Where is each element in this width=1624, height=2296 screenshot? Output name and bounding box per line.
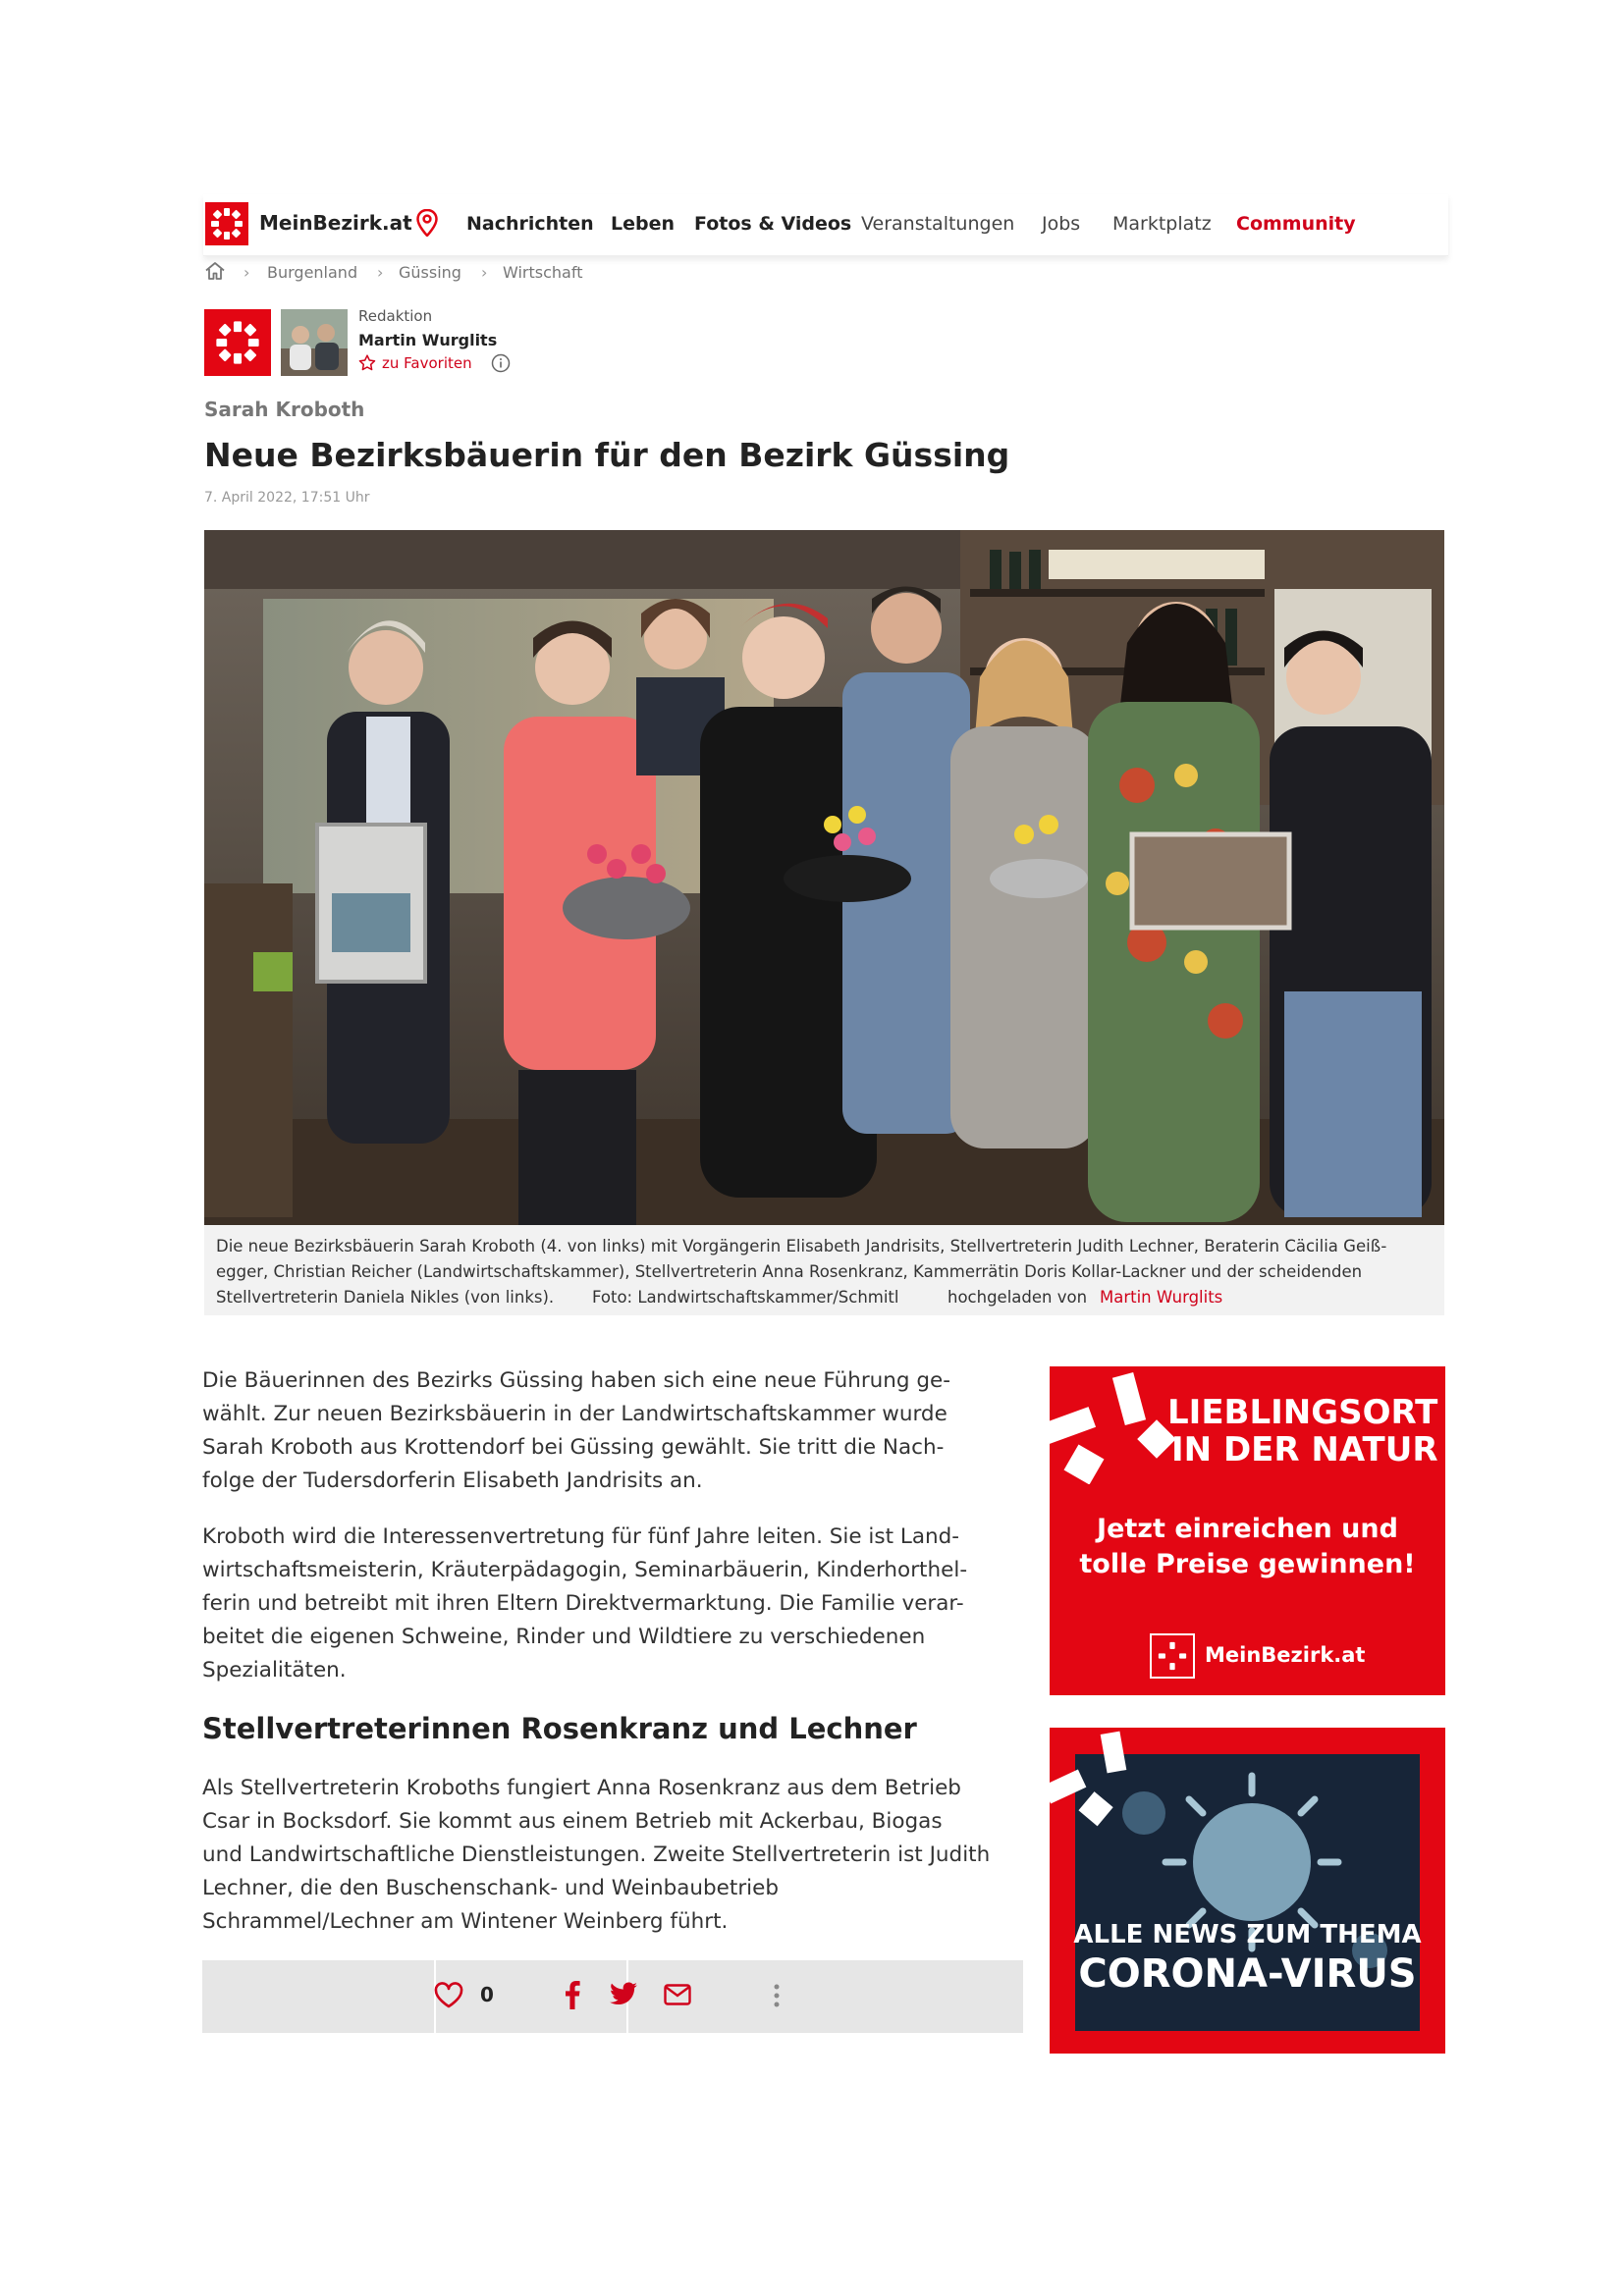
uploaded-by-label: hochgeladen von — [947, 1288, 1088, 1307]
article-date: 7. April 2022, 17:51 Uhr — [204, 490, 370, 506]
nav-item-jobs[interactable]: Jobs — [1042, 213, 1081, 235]
info-icon[interactable] — [491, 353, 511, 377]
ad-brand: MeinBezirk.at — [1205, 1643, 1366, 1667]
author-name[interactable]: Martin Wurglits — [358, 331, 498, 349]
home-icon[interactable] — [204, 261, 226, 285]
article-kicker: Sarah Kroboth — [204, 398, 365, 421]
ad-corona-line-1: ALLE NEWS ZUM THEMA — [1073, 1920, 1422, 1949]
star-icon[interactable] — [358, 354, 376, 375]
nav-item-veranstaltungen[interactable]: Veranstaltungen — [861, 213, 1015, 235]
like-count: 0 — [480, 1983, 494, 2006]
burst-decoration-icon — [1050, 1366, 1187, 1484]
page-title: Neue Bezirksbäuerin für den Bezirk Güssing — [204, 436, 1010, 474]
nav-item-nachrichten[interactable]: Nachrichten — [466, 213, 594, 235]
chevron-right-icon: › — [244, 263, 250, 282]
nav-item-community[interactable]: Community — [1236, 213, 1356, 235]
photo-caption-line-1: Die neue Bezirksbäuerin Sarah Kroboth (4. von links) mit Vorgängerin Elisabeth Jandrisits, Stellvertreterin Judith Lechner, Beraterin Cäcilia Geiß- — [216, 1237, 1387, 1255]
article-paragraph-2: Kroboth wird die Interessenvertretung für fünf Jahre leiten. Sie ist Land- wirtschaftsmeisterin, Kräuterpädagogin, Seminarbäuerin, Kinderhorthel- ferin und betreibt mit ihren Eltern Direktvermarktung. Die Familie verar- beitet die eigenen Schweine, Rinder und Wildtiere zu verschiedenen Spezialitäten. — [202, 1524, 968, 1682]
ad-title-line-1: LIEBLINGSORT — [1167, 1393, 1438, 1432]
ad-cta-line-1: Jetzt einreichen und — [1097, 1514, 1398, 1544]
brand-name[interactable]: MeinBezirk.at — [259, 211, 412, 235]
twitter-icon[interactable] — [609, 1982, 638, 2010]
nav-item-fotos-videos[interactable]: Fotos & Videos — [694, 213, 852, 235]
article-paragraph-1: Die Bäuerinnen des Bezirks Güssing haben sich eine neue Führung ge- wählt. Zur neuen Bezirksbäuerin in der Landwirtschaftskammer wurde Sarah Kroboth aus Krottendorf bei Güssing gewählt. Sie tritt die Nach- folge der Tudersdorferin Elisabeth Jandrisits an. — [202, 1368, 951, 1493]
nav-item-marktplatz[interactable]: Marktplatz — [1112, 213, 1212, 235]
photo-credit: Foto: Landwirtschaftskammer/Schmitl — [592, 1288, 899, 1307]
uploader-link[interactable]: Martin Wurglits — [1100, 1288, 1223, 1307]
photo-caption-line-2: egger, Christian Reicher (Landwirtschaftskammer), Stellvertreterin Anna Rosenkranz, Kammerrätin Doris Kollar-Lackner und der scheidenden — [216, 1262, 1363, 1281]
top-navigation — [203, 194, 1448, 256]
photo-caption-box — [204, 1225, 1444, 1315]
article-photo[interactable] — [204, 530, 1444, 1225]
nav-item-leben[interactable]: Leben — [611, 213, 676, 235]
meinbezirk-logo-icon — [1150, 1633, 1195, 1679]
redaktion-logo-icon — [204, 309, 271, 376]
article-subheading: Stellvertreterinnen Rosenkranz und Lechner — [202, 1712, 917, 1745]
ad-corona-line-2: CORONA-VIRUS — [1078, 1951, 1417, 1997]
photo-caption-line-3: Stellvertreterin Daniela Nikles (von links). — [216, 1288, 555, 1307]
ad-corona-virus[interactable] — [1050, 1728, 1445, 2054]
meinbezirk-logo-icon[interactable] — [205, 202, 248, 245]
breadcrumb-burgenland[interactable]: Burgenland — [267, 263, 358, 282]
ad-cta-line-2: tolle Preise gewinnen! — [1079, 1549, 1416, 1579]
chevron-right-icon: › — [377, 263, 384, 282]
favorite-link[interactable]: zu Favoriten — [382, 354, 472, 372]
author-role: Redaktion — [358, 307, 433, 325]
ad-lieblingsort[interactable] — [1050, 1366, 1445, 1695]
article-paragraph-3: Als Stellvertreterin Kroboths fungiert Anna Rosenkranz aus dem Betrieb Csar in Bocksdorf. Sie kommt aus einem Betrieb mit Ackerbau, Biogas und Landwirtschaftliche Dienstleistungen. Zweite Stellvertreterin ist Judith Lechner, die den Buschenschank- und Weinbaubetrieb Schrammel/Lechner am Wintener Weinberg führt. — [202, 1776, 991, 1934]
email-icon[interactable] — [664, 1984, 691, 2009]
ad-title-line-2: IN DER NATUR — [1171, 1430, 1438, 1469]
location-pin-icon[interactable] — [416, 209, 438, 240]
burst-decoration-icon — [1050, 1728, 1167, 1836]
heart-icon[interactable] — [434, 1982, 463, 2012]
author-avatar[interactable] — [281, 309, 348, 376]
facebook-icon[interactable] — [565, 1980, 580, 2013]
breadcrumb-wirtschaft[interactable]: Wirtschaft — [503, 263, 583, 282]
breadcrumb-guessing[interactable]: Güssing — [399, 263, 461, 282]
chevron-right-icon: › — [481, 263, 488, 282]
more-options-icon[interactable] — [773, 1983, 781, 2012]
share-group — [436, 1960, 626, 2033]
